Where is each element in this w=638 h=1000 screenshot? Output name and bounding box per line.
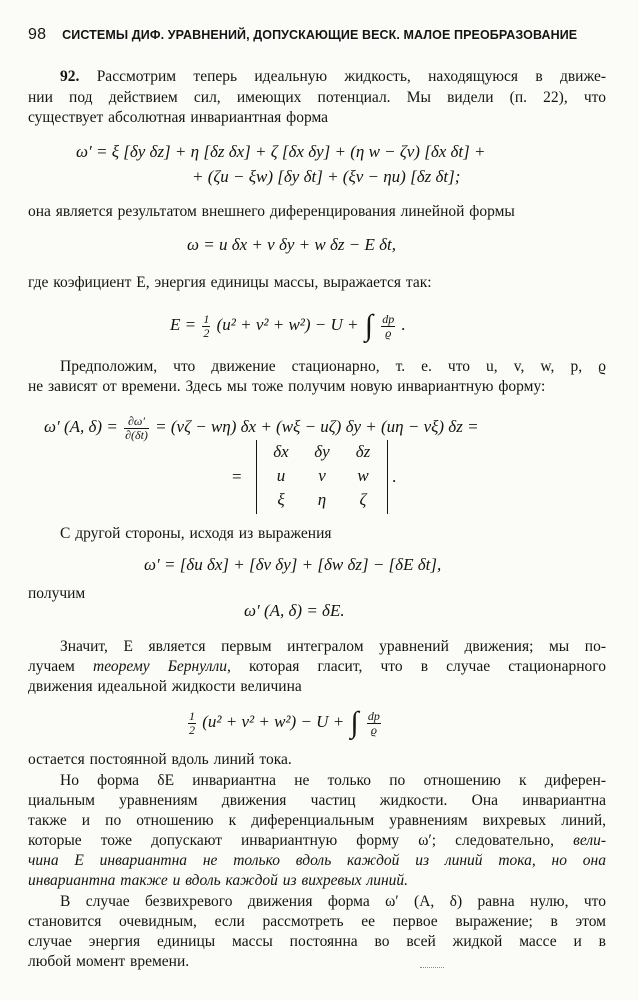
page-number: 98 bbox=[28, 26, 47, 43]
para-92-line-3: существует абсолютная инвариантная форма bbox=[28, 109, 329, 126]
text-invariant-line-2: циальным уравнениям движения частиц жидкости. Она инвариантна bbox=[28, 792, 606, 809]
text-bernoulli-line-1: Значит, E является первым интегралом уравнений движения; мы по- bbox=[60, 638, 606, 655]
text-irrotational-line-2: становится очевидным, если рассмотреть ее первое выражение; в этом bbox=[28, 913, 606, 930]
equation-3: E = $\frac{1}{2}$ (u² + v² + w²) − U + ∫ $\frac{dp}{ϱ}$ . bbox=[170, 309, 406, 343]
bernoulli-theorem: теорему Бернулли, bbox=[93, 658, 231, 675]
text-invariant-line-4: которые тоже допускают инвариантную форму ω′; следовательно, вели- bbox=[28, 832, 607, 849]
text-invariant-line-6: инвариантна также и вдоль каждой из вихревых линий. bbox=[28, 872, 409, 889]
text-irrotational-line-4: любой момент времени. bbox=[28, 953, 190, 970]
text-bernoulli-line-3: движения идеальной жидкости величина bbox=[28, 678, 302, 695]
text-other-side: С другой стороны, исходя из выражения bbox=[60, 525, 332, 542]
equation-6: ω′ (A, δ) = δE. bbox=[244, 601, 345, 620]
det-cell: v bbox=[318, 466, 326, 485]
text-energy-coefficient: где коэфициент E, энергия единицы массы, выражается так: bbox=[28, 274, 432, 291]
running-title: СИСТЕМЫ ДИФ. УРАВНЕНИЙ, ДОПУСКАЮЩИЕ ВЕСК. МАЛОЕ ПРЕОБРАЗОВАНИЕ bbox=[62, 28, 578, 42]
text-invariant-line-3: также и по отношению к диференциальным уравнениям вихревых линий, bbox=[28, 812, 606, 829]
det-cell: δy bbox=[314, 442, 330, 461]
para-92-line-1: 92. Рассмотрим теперь идеальную жидкость, находящуюся в движе- bbox=[60, 68, 606, 85]
text-obtain: получим bbox=[28, 585, 86, 602]
text-stationary-line-1: Предположим, что движение стационарно, т. е. что u, v, w, p, ϱ bbox=[60, 358, 606, 375]
det-cell: δx bbox=[273, 442, 289, 461]
fraction-half: $\frac{1}{2}$ bbox=[189, 708, 195, 737]
fraction-half: $\frac{1}{2}$ bbox=[203, 311, 210, 340]
fraction-dp-rho: $\frac{dp}{ϱ}$ bbox=[382, 311, 395, 340]
det-cell: ξ bbox=[277, 490, 285, 509]
determinant-period: . bbox=[392, 467, 397, 486]
section-number: 92. bbox=[60, 68, 80, 85]
text-invariant-line-5: чина E инвариантна не только вдоль каждой из линий тока, но она bbox=[28, 852, 606, 869]
det-cell: δz bbox=[355, 442, 371, 461]
text-constant-streamlines: остается постоянной вдоль линий тока. bbox=[28, 751, 292, 768]
det-cell: w bbox=[357, 466, 369, 485]
integral-sign: ∫ bbox=[364, 309, 373, 343]
equation-1-line-1: ω′ = ξ [δy δz] + η [δz δx] + ζ [δx δy] + (η w − ζv) [δx δt] + bbox=[76, 142, 486, 161]
equation-4: ω′ (A, δ) = $\frac{\partial\omega'}{\partial(\delta t)}$ = (vζ − wη) δx + (wξ − uζ) δy + (uη − vξ) δz = bbox=[44, 413, 479, 442]
text-linear-form: она является результатом внешнего диференцирования линейной формы bbox=[28, 203, 515, 220]
text-invariant-line-1: Но форма δE инвариантна не только по отношению к диферен- bbox=[60, 772, 606, 789]
fraction-partial: $\frac{\partial\omega'}{\partial(\delta t)}$ bbox=[125, 413, 148, 442]
text-stationary-line-2: не зависят от времени. Здесь мы тоже получим новую инвариантную форму: bbox=[28, 378, 546, 395]
det-cell: u bbox=[276, 466, 286, 485]
text-bernoulli-line-2: лучаем теорему Бернулли, которая гласит, что в случае стационарного bbox=[28, 658, 606, 675]
fraction-dp-rho: $\frac{dp}{ϱ}$ bbox=[367, 708, 380, 737]
para-92-line-2: нии под действием сил, имеющих потенциал. Мы видели (п. 22), что bbox=[28, 89, 606, 106]
det-cell: η bbox=[317, 490, 327, 509]
text-irrotational-line-1: В случае безвихревого движения форма ω′ (A, δ) равна нулю, что bbox=[60, 893, 606, 910]
running-header bbox=[28, 26, 608, 48]
determinant bbox=[256, 440, 388, 514]
print-smudge bbox=[420, 963, 444, 968]
equation-5: ω′ = [δu δx] + [δv δy] + [δw δz] − [δE δt], bbox=[144, 555, 442, 574]
equation-7: $\frac{1}{2}$ (u² + v² + w²) − U + ∫ $\frac{dp}{ϱ}$ bbox=[189, 706, 380, 740]
integral-sign: ∫ bbox=[350, 706, 359, 740]
det-cell: ζ bbox=[359, 490, 367, 509]
equation-2: ω = u δx + v δy + w δz − E δt, bbox=[187, 235, 396, 254]
text-irrotational-line-3: случае энергия единицы массы постоянна во всей жидкой массе и в bbox=[28, 933, 606, 950]
equation-1-line-2: + (ζu − ξw) [δy δt] + (ξv − ηu) [δz δt]; bbox=[192, 167, 461, 186]
determinant-equals: = bbox=[232, 467, 242, 486]
